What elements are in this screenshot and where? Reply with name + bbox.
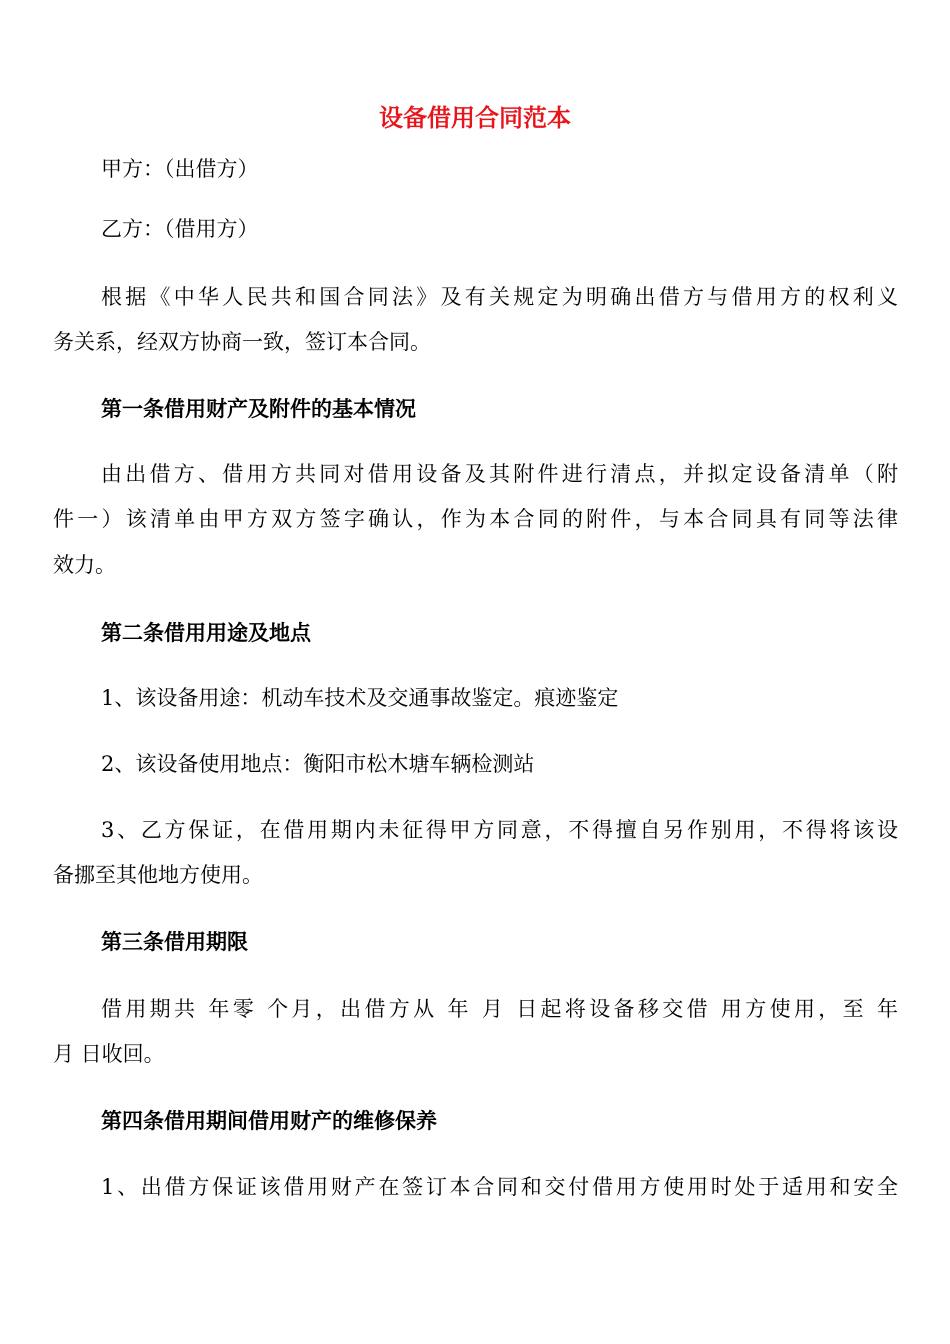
article-1-line-3: 效力。 — [53, 553, 116, 577]
party-a-line: 甲方：（出借方） — [101, 157, 259, 181]
document-title: 设备借用合同范本 — [379, 104, 571, 132]
article-3-line-1: 借用期共 年零 个月，出借方从 年 月 日起将设备移交借 用方使用，至 年 — [101, 997, 898, 1021]
article-1-line-2: 件一）该清单由甲方双方签字确认，作为本合同的附件，与本合同具有同等法律 — [53, 507, 898, 531]
article-1-heading: 第一条借用财产及附件的基本情况 — [101, 397, 416, 421]
article-2-heading: 第二条借用用途及地点 — [101, 621, 311, 645]
party-b-line: 乙方：（借用方） — [101, 217, 259, 241]
article-2-item-3-line-1: 3、乙方保证，在借用期内未征得甲方同意，不得擅自另作别用，不得将该设 — [101, 818, 898, 842]
intro-line-2: 务关系，经双方协商一致，签订本合同。 — [53, 330, 431, 354]
article-2-item-2: 2、该设备使用地点：衡阳市松木塘车辆检测站 — [101, 752, 535, 776]
intro-line-1: 根据《中华人民共和国合同法》及有关规定为明确出借方与借用方的权利义 — [101, 285, 898, 309]
article-4-item-1-line-1: 1、出借方保证该借用财产在签订本合同和交付借用方使用时处于适用和安全 — [101, 1175, 898, 1199]
article-3-heading: 第三条借用期限 — [101, 930, 248, 954]
article-3-line-2: 月 日收回。 — [53, 1042, 165, 1066]
article-4-heading: 第四条借用期间借用财产的维修保养 — [101, 1109, 437, 1133]
article-2-item-1: 1、该设备用途：机动车技术及交通事故鉴定。痕迹鉴定 — [101, 686, 619, 710]
article-1-line-1: 由出借方、借用方共同对借用设备及其附件进行清点，并拟定设备清单（附 — [101, 462, 898, 486]
article-2-item-3-line-2: 备挪至其他地方使用。 — [53, 863, 263, 887]
